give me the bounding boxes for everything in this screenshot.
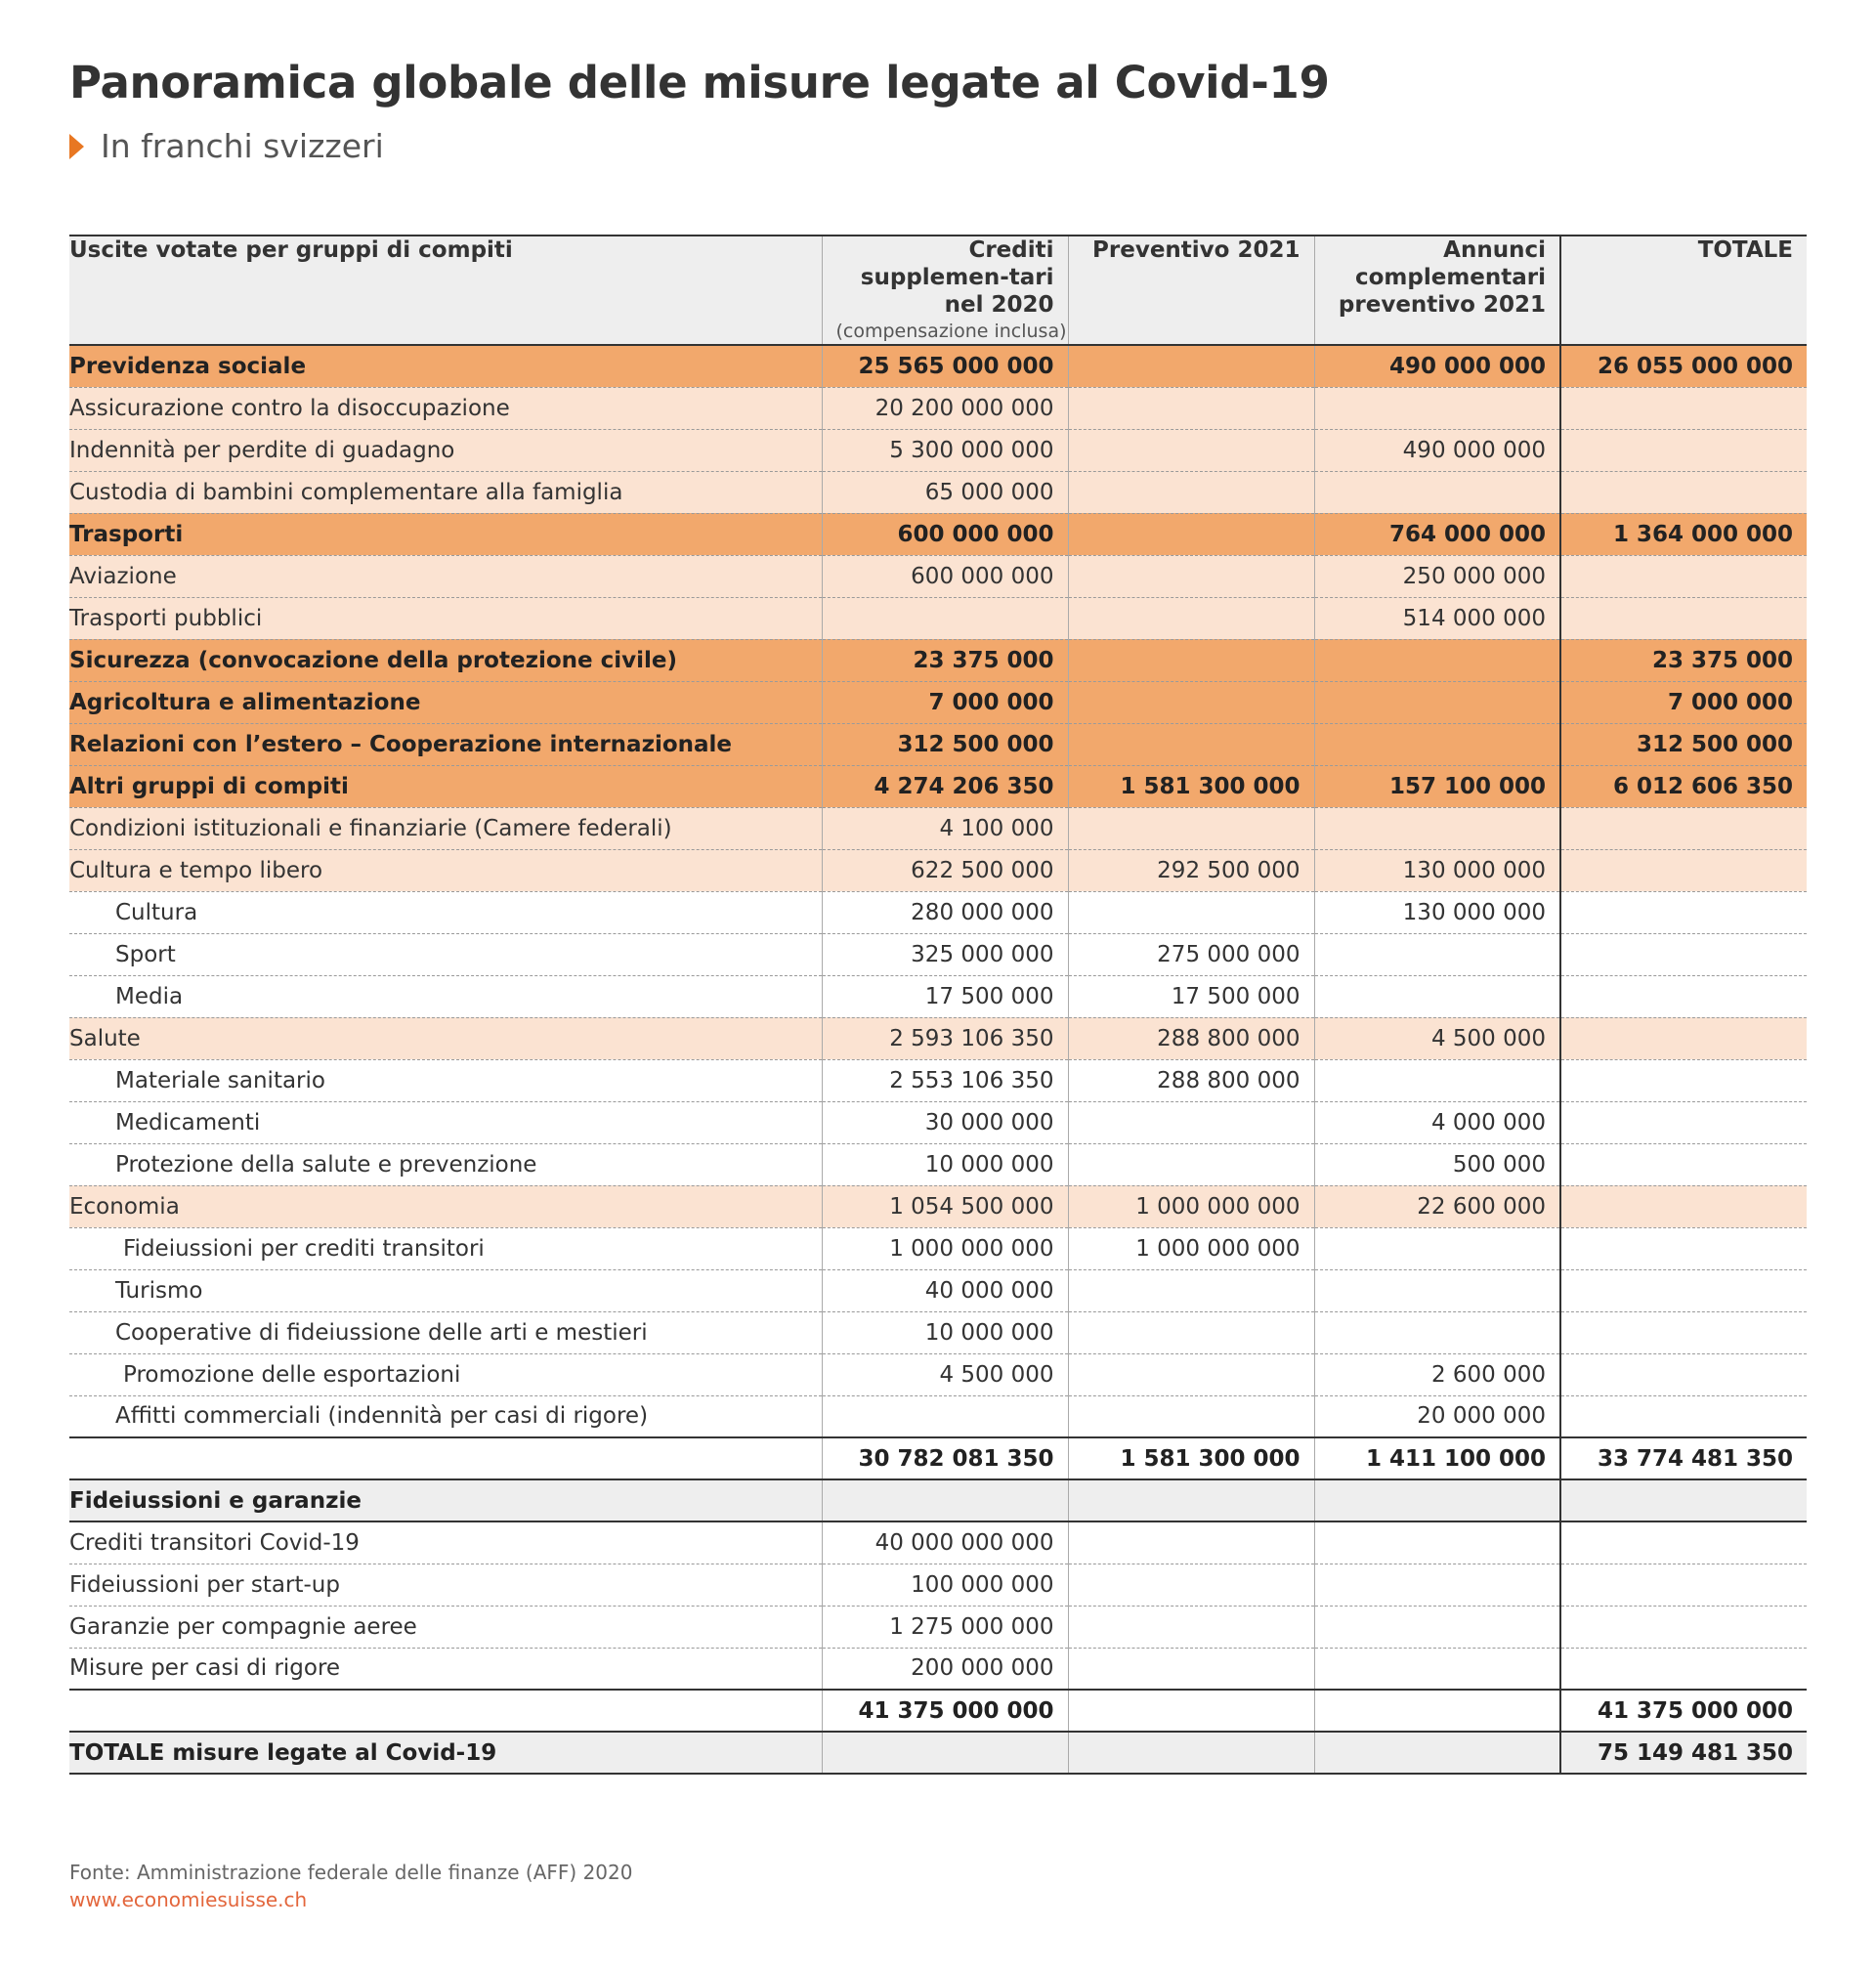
header-crediti-label: Crediti supplemen-tari nel 2020 (860, 237, 1054, 318)
row-value-c4: 6 012 606 350 (1560, 765, 1807, 807)
row-value-c4 (1560, 555, 1807, 597)
row-value-c3 (1314, 1521, 1560, 1564)
row-label: Cooperative di fideiussione delle arti e mestieri (69, 1311, 822, 1353)
table-row (69, 765, 1807, 807)
header-group: Uscite votate per gruppi di compiti (69, 236, 822, 345)
row-value-c1: 312 500 000 (822, 723, 1068, 765)
table-row (69, 1479, 1807, 1521)
table-row (69, 345, 1807, 387)
row-value-c4 (1560, 1564, 1807, 1606)
row-value-c2 (1068, 681, 1314, 723)
table-row (69, 1017, 1807, 1059)
play-arrow-icon (69, 134, 84, 159)
row-value-c3 (1314, 1690, 1560, 1732)
row-label: Promozione delle esportazioni (69, 1353, 822, 1395)
row-label: Crediti transitori Covid-19 (69, 1521, 822, 1564)
row-label: Trasporti pubblici (69, 597, 822, 639)
row-value-c4 (1560, 1521, 1807, 1564)
row-value-c4 (1560, 1017, 1807, 1059)
row-value-c4: 312 500 000 (1560, 723, 1807, 765)
row-value-c1: 200 000 000 (822, 1648, 1068, 1690)
table-row (69, 807, 1807, 849)
row-value-c1: 7 000 000 (822, 681, 1068, 723)
row-label: Relazioni con l’estero – Cooperazione internazionale (69, 723, 822, 765)
row-label: Previdenza sociale (69, 345, 822, 387)
page-title: Panoramica globale delle misure legate al Covid-19 (69, 57, 1330, 108)
row-value-c4: 23 375 000 (1560, 639, 1807, 681)
table-row (69, 1311, 1807, 1353)
row-value-c4 (1560, 1059, 1807, 1101)
row-label: Protezione della salute e prevenzione (69, 1143, 822, 1185)
row-label: Aviazione (69, 555, 822, 597)
row-value-c1 (822, 1732, 1068, 1774)
row-value-c2: 288 800 000 (1068, 1059, 1314, 1101)
row-label: Cultura e tempo libero (69, 849, 822, 891)
row-value-c4: 7 000 000 (1560, 681, 1807, 723)
row-value-c2 (1068, 345, 1314, 387)
row-label (69, 1437, 822, 1479)
row-value-c4 (1560, 1227, 1807, 1269)
row-value-c3 (1314, 1648, 1560, 1690)
row-value-c3 (1314, 1311, 1560, 1353)
row-value-c3 (1314, 723, 1560, 765)
table-row (69, 1690, 1807, 1732)
row-label: Custodia di bambini complementare alla famiglia (69, 471, 822, 513)
row-value-c2: 1 581 300 000 (1068, 1437, 1314, 1479)
source-url[interactable]: www.economiesuisse.ch (69, 1888, 308, 1911)
row-value-c3: 514 000 000 (1314, 597, 1560, 639)
row-value-c2 (1068, 1564, 1314, 1606)
row-value-c3: 22 600 000 (1314, 1185, 1560, 1227)
row-label: Fideiussioni per crediti transitori (69, 1227, 822, 1269)
row-value-c3 (1314, 807, 1560, 849)
row-label: Salute (69, 1017, 822, 1059)
row-value-c3 (1314, 387, 1560, 429)
row-label: Medicamenti (69, 1101, 822, 1143)
table-row (69, 597, 1807, 639)
row-label: Trasporti (69, 513, 822, 555)
table-row (69, 933, 1807, 975)
table-row (69, 1227, 1807, 1269)
header-crediti-note: (compensazione inclusa) (835, 321, 1067, 342)
table-row (69, 1521, 1807, 1564)
row-value-c2 (1068, 639, 1314, 681)
row-value-c4: 26 055 000 000 (1560, 345, 1807, 387)
row-value-c3 (1314, 471, 1560, 513)
row-value-c3: 250 000 000 (1314, 555, 1560, 597)
row-label: Economia (69, 1185, 822, 1227)
row-value-c2 (1068, 1143, 1314, 1185)
row-value-c1: 4 100 000 (822, 807, 1068, 849)
row-value-c3: 130 000 000 (1314, 849, 1560, 891)
table-row (69, 1606, 1807, 1648)
row-value-c4 (1560, 1479, 1807, 1521)
row-value-c4 (1560, 429, 1807, 471)
row-value-c1: 1 275 000 000 (822, 1606, 1068, 1648)
row-value-c1: 1 000 000 000 (822, 1227, 1068, 1269)
row-label: Condizioni istituzionali e finanziarie (Camere federali) (69, 807, 822, 849)
row-label: Sport (69, 933, 822, 975)
row-value-c1: 40 000 000 000 (822, 1521, 1068, 1564)
row-value-c2: 1 581 300 000 (1068, 765, 1314, 807)
row-label: Indennità per perdite di guadagno (69, 429, 822, 471)
row-label: Sicurezza (convocazione della protezione civile) (69, 639, 822, 681)
row-value-c2: 1 000 000 000 (1068, 1227, 1314, 1269)
row-value-c3: 500 000 (1314, 1143, 1560, 1185)
row-value-c4 (1560, 1269, 1807, 1311)
subtitle (69, 127, 384, 165)
row-value-c4 (1560, 1311, 1807, 1353)
row-value-c4 (1560, 849, 1807, 891)
row-value-c2 (1068, 1690, 1314, 1732)
table-row (69, 849, 1807, 891)
row-value-c1: 40 000 000 (822, 1269, 1068, 1311)
row-label: Fideiussioni per start-up (69, 1564, 822, 1606)
table-row (69, 429, 1807, 471)
row-value-c1: 65 000 000 (822, 471, 1068, 513)
row-label: Agricoltura e alimentazione (69, 681, 822, 723)
header-crediti (822, 236, 1068, 345)
row-value-c1: 23 375 000 (822, 639, 1068, 681)
table-row (69, 387, 1807, 429)
row-value-c3 (1314, 1059, 1560, 1101)
row-label: Misure per casi di rigore (69, 1648, 822, 1690)
row-value-c1: 325 000 000 (822, 933, 1068, 975)
table-row (69, 1732, 1807, 1774)
row-value-c1: 17 500 000 (822, 975, 1068, 1017)
row-value-c3 (1314, 1479, 1560, 1521)
row-value-c2 (1068, 1648, 1314, 1690)
row-value-c3: 764 000 000 (1314, 513, 1560, 555)
table-row (69, 681, 1807, 723)
row-value-c4 (1560, 471, 1807, 513)
row-label: Affitti commerciali (indennità per casi di rigore) (69, 1395, 822, 1437)
row-value-c4 (1560, 807, 1807, 849)
row-label: TOTALE misure legate al Covid-19 (69, 1732, 822, 1774)
row-value-c2 (1068, 513, 1314, 555)
table-row (69, 513, 1807, 555)
table-row (69, 1185, 1807, 1227)
table-row (69, 555, 1807, 597)
table-row (69, 1648, 1807, 1690)
row-value-c3 (1314, 933, 1560, 975)
table-row (69, 471, 1807, 513)
table-row (69, 639, 1807, 681)
row-value-c1 (822, 597, 1068, 639)
row-value-c4 (1560, 1101, 1807, 1143)
row-value-c2 (1068, 1395, 1314, 1437)
table-row (69, 1101, 1807, 1143)
row-label: Altri gruppi di compiti (69, 765, 822, 807)
table-row (69, 1269, 1807, 1311)
table-row (69, 891, 1807, 933)
table-row (69, 1059, 1807, 1101)
row-value-c4 (1560, 1606, 1807, 1648)
row-value-c1: 100 000 000 (822, 1564, 1068, 1606)
table-row (69, 1437, 1807, 1479)
row-value-c3: 490 000 000 (1314, 429, 1560, 471)
row-label: Media (69, 975, 822, 1017)
row-value-c1: 10 000 000 (822, 1311, 1068, 1353)
row-label: Garanzie per compagnie aeree (69, 1606, 822, 1648)
row-value-c1: 622 500 000 (822, 849, 1068, 891)
row-value-c1: 30 000 000 (822, 1101, 1068, 1143)
row-value-c4 (1560, 1395, 1807, 1437)
row-value-c2: 275 000 000 (1068, 933, 1314, 975)
row-value-c2 (1068, 1101, 1314, 1143)
row-value-c2 (1068, 429, 1314, 471)
row-value-c3 (1314, 1269, 1560, 1311)
row-value-c2 (1068, 1311, 1314, 1353)
row-value-c4 (1560, 891, 1807, 933)
row-value-c3 (1314, 639, 1560, 681)
row-value-c1: 4 274 206 350 (822, 765, 1068, 807)
row-label: Fideiussioni e garanzie (69, 1479, 822, 1521)
row-value-c2: 1 000 000 000 (1068, 1185, 1314, 1227)
row-value-c3 (1314, 975, 1560, 1017)
source-note: Fonte: Amministrazione federale delle finanze (AFF) 2020 (69, 1861, 633, 1884)
row-value-c1: 25 565 000 000 (822, 345, 1068, 387)
row-value-c3: 157 100 000 (1314, 765, 1560, 807)
row-value-c3: 1 411 100 000 (1314, 1437, 1560, 1479)
table-row (69, 723, 1807, 765)
row-value-c2 (1068, 555, 1314, 597)
row-value-c3: 20 000 000 (1314, 1395, 1560, 1437)
row-value-c1: 10 000 000 (822, 1143, 1068, 1185)
row-value-c2 (1068, 1479, 1314, 1521)
row-value-c3 (1314, 1732, 1560, 1774)
row-value-c1: 280 000 000 (822, 891, 1068, 933)
row-label: Materiale sanitario (69, 1059, 822, 1101)
row-value-c3: 2 600 000 (1314, 1353, 1560, 1395)
table-row (69, 1395, 1807, 1437)
row-value-c2 (1068, 807, 1314, 849)
row-value-c4 (1560, 597, 1807, 639)
row-value-c3 (1314, 681, 1560, 723)
row-value-c1: 1 054 500 000 (822, 1185, 1068, 1227)
row-value-c3: 490 000 000 (1314, 345, 1560, 387)
header-preventivo: Preventivo 2021 (1068, 236, 1314, 345)
subtitle-text: In franchi svizzeri (101, 127, 384, 165)
row-value-c1: 2 553 106 350 (822, 1059, 1068, 1101)
row-label: Cultura (69, 891, 822, 933)
row-value-c1: 600 000 000 (822, 555, 1068, 597)
row-value-c3: 4 500 000 (1314, 1017, 1560, 1059)
table-row (69, 1353, 1807, 1395)
row-value-c3: 4 000 000 (1314, 1101, 1560, 1143)
row-value-c1: 2 593 106 350 (822, 1017, 1068, 1059)
row-value-c1: 41 375 000 000 (822, 1690, 1068, 1732)
row-value-c2 (1068, 387, 1314, 429)
row-value-c4: 41 375 000 000 (1560, 1690, 1807, 1732)
table-header-row (69, 236, 1807, 345)
row-value-c4 (1560, 975, 1807, 1017)
row-value-c2 (1068, 1521, 1314, 1564)
measures-table (69, 235, 1807, 1775)
table-row (69, 1143, 1807, 1185)
row-value-c1 (822, 1479, 1068, 1521)
row-value-c1: 5 300 000 000 (822, 429, 1068, 471)
row-value-c4: 33 774 481 350 (1560, 1437, 1807, 1479)
table-body (69, 345, 1807, 1774)
row-value-c2 (1068, 723, 1314, 765)
row-value-c1: 20 200 000 000 (822, 387, 1068, 429)
row-value-c2 (1068, 1353, 1314, 1395)
row-value-c3 (1314, 1564, 1560, 1606)
row-value-c1: 30 782 081 350 (822, 1437, 1068, 1479)
row-value-c1: 4 500 000 (822, 1353, 1068, 1395)
row-label: Turismo (69, 1269, 822, 1311)
row-value-c4 (1560, 933, 1807, 975)
row-value-c4 (1560, 1353, 1807, 1395)
row-value-c3: 130 000 000 (1314, 891, 1560, 933)
header-annunci: Annunci complementari preventivo 2021 (1314, 236, 1560, 345)
row-value-c2 (1068, 891, 1314, 933)
row-label: Assicurazione contro la disoccupazione (69, 387, 822, 429)
row-value-c4: 1 364 000 000 (1560, 513, 1807, 555)
table-row (69, 975, 1807, 1017)
row-value-c4 (1560, 1648, 1807, 1690)
row-value-c2 (1068, 471, 1314, 513)
row-value-c2: 288 800 000 (1068, 1017, 1314, 1059)
row-value-c2 (1068, 1269, 1314, 1311)
row-value-c2: 17 500 000 (1068, 975, 1314, 1017)
row-value-c4 (1560, 387, 1807, 429)
table-row (69, 1564, 1807, 1606)
row-value-c2: 292 500 000 (1068, 849, 1314, 891)
row-value-c3 (1314, 1227, 1560, 1269)
row-value-c2 (1068, 597, 1314, 639)
row-value-c2 (1068, 1732, 1314, 1774)
row-value-c4 (1560, 1143, 1807, 1185)
row-label (69, 1690, 822, 1732)
row-value-c1 (822, 1395, 1068, 1437)
header-totale: TOTALE (1560, 236, 1807, 345)
row-value-c3 (1314, 1606, 1560, 1648)
row-value-c4 (1560, 1185, 1807, 1227)
row-value-c1: 600 000 000 (822, 513, 1068, 555)
row-value-c2 (1068, 1606, 1314, 1648)
row-value-c4: 75 149 481 350 (1560, 1732, 1807, 1774)
